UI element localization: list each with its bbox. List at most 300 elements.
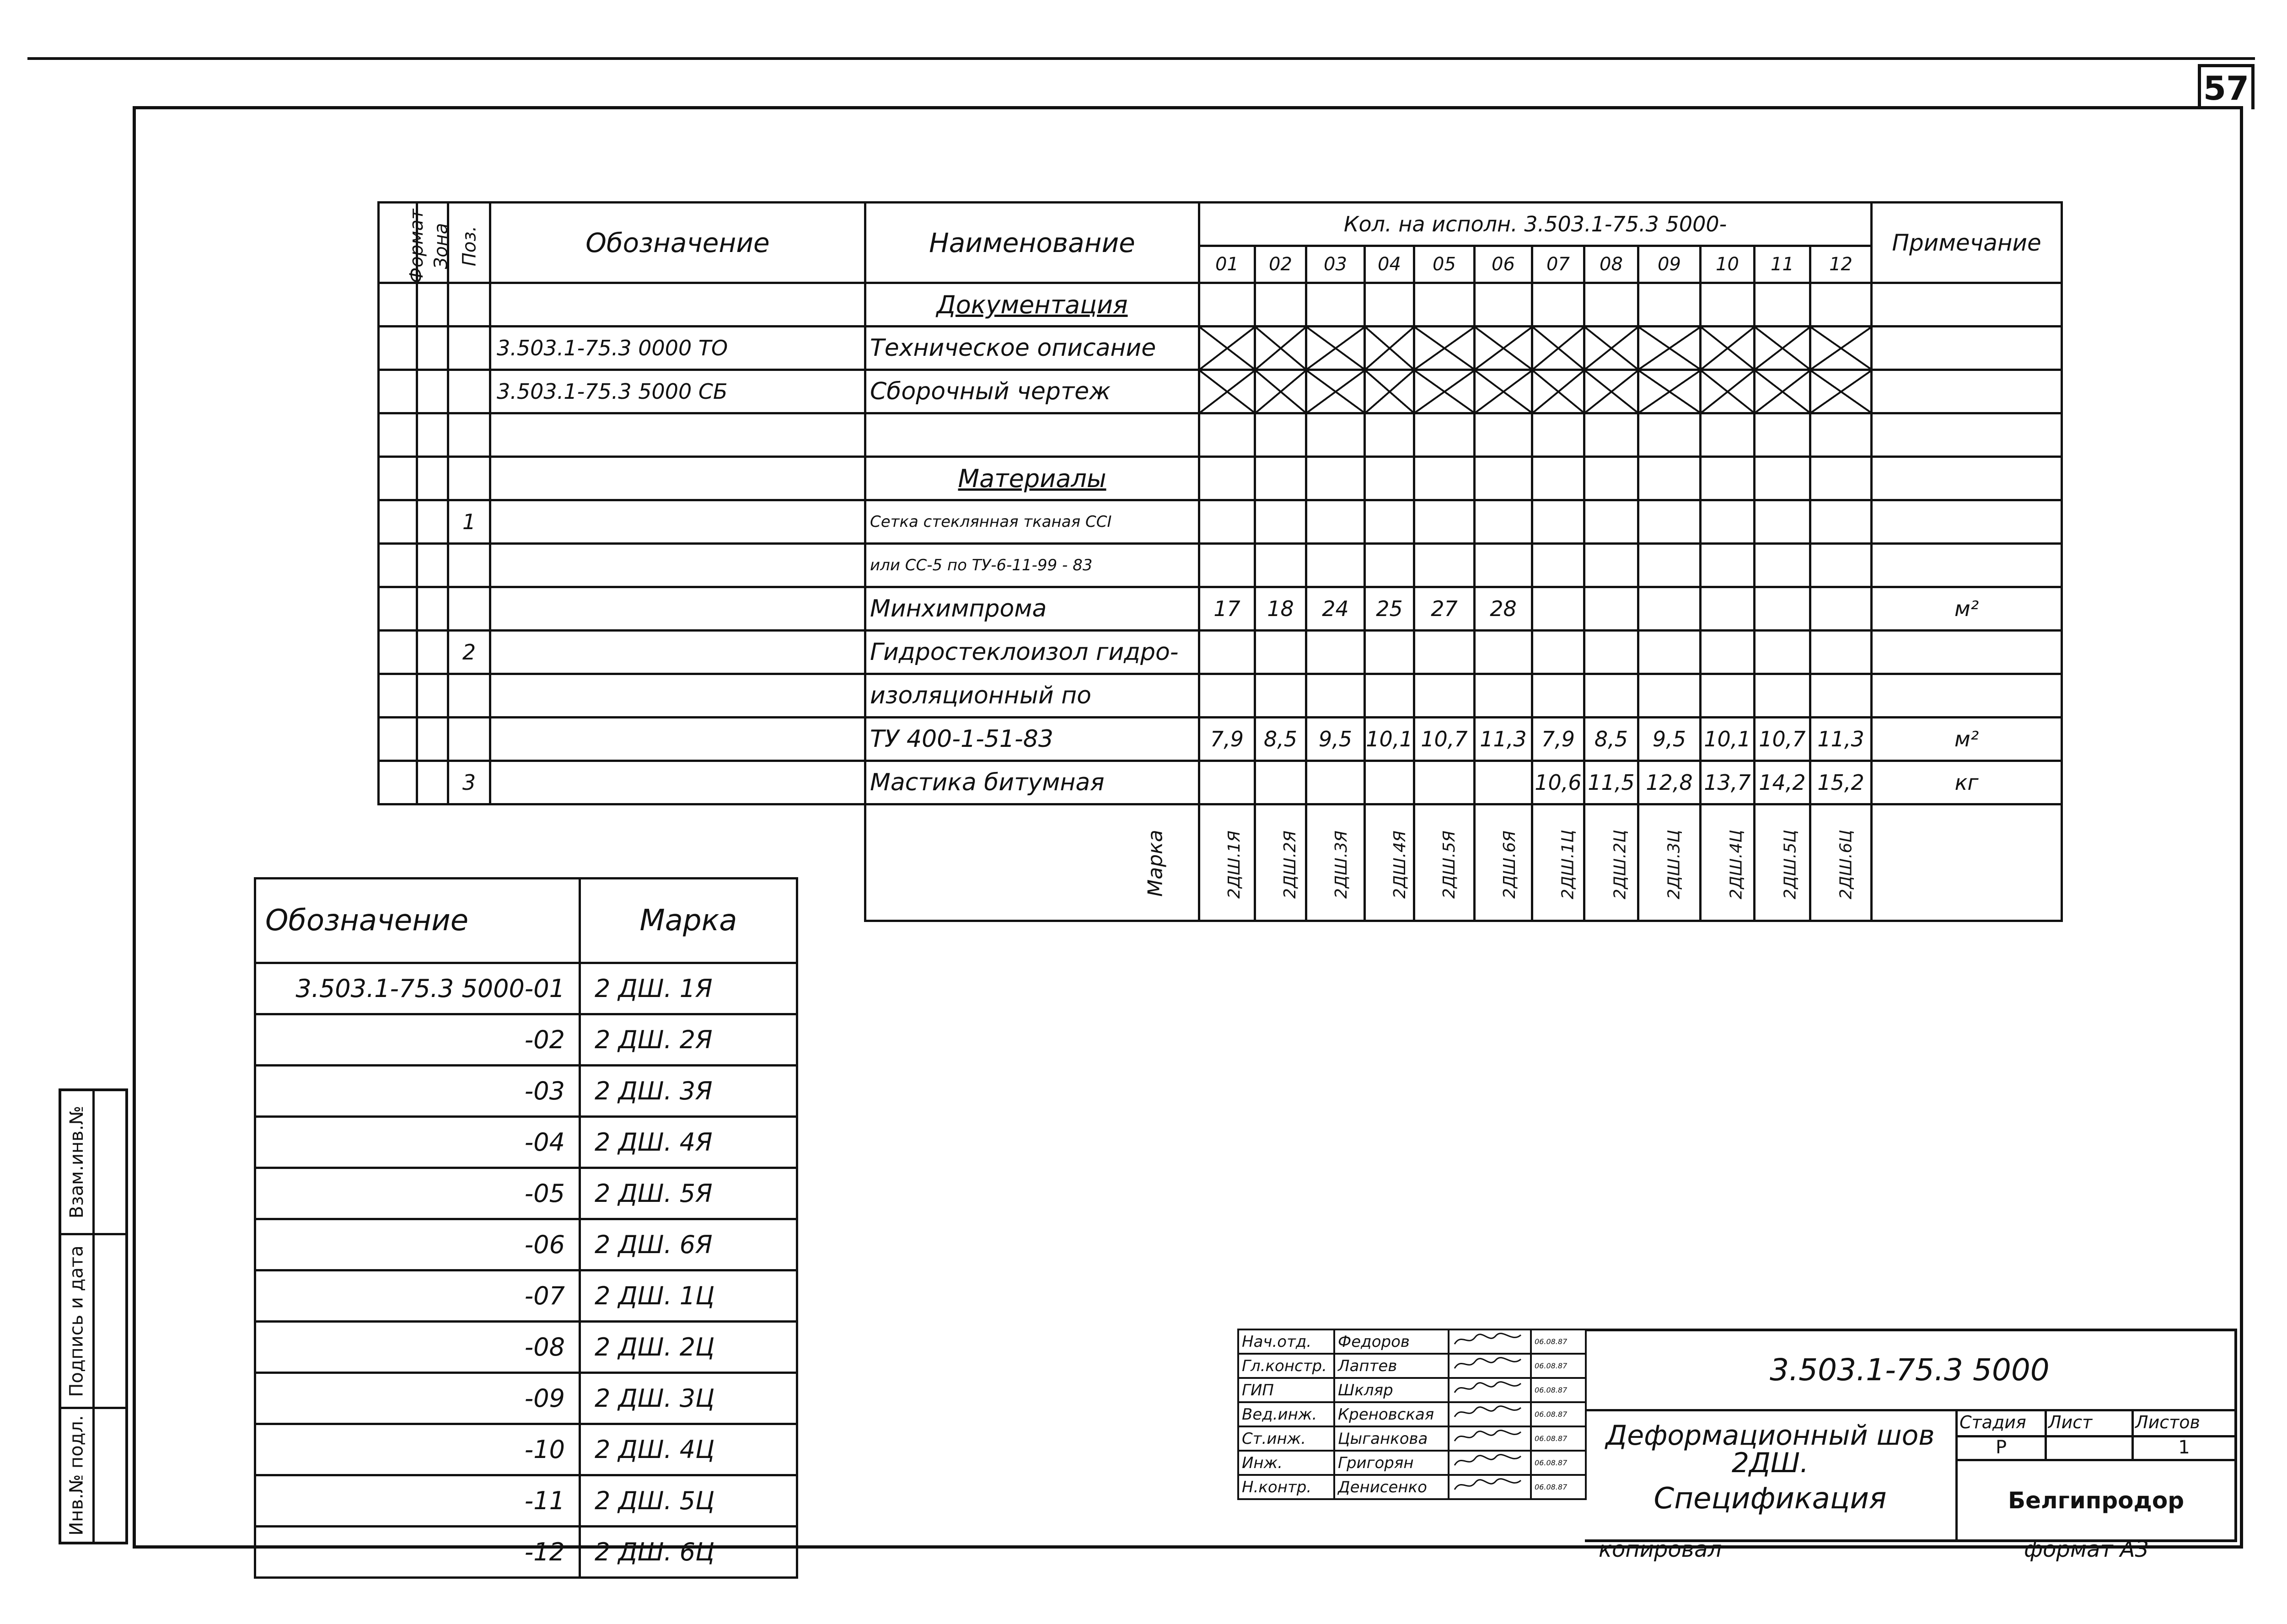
qty-cell bbox=[1255, 544, 1306, 587]
qty-cell bbox=[1810, 500, 1872, 544]
stage-label: Стадия bbox=[1960, 1412, 2026, 1432]
marka-code: 2ДШ.5Ц bbox=[1781, 830, 1800, 900]
crossed-cell bbox=[1199, 327, 1255, 370]
signature bbox=[1449, 1378, 1531, 1402]
signature-scribble bbox=[1452, 1403, 1525, 1421]
marka-code: 2ДШ.3Я bbox=[1331, 831, 1351, 899]
zone-cell bbox=[417, 587, 448, 631]
sheet-number: 57 bbox=[2198, 64, 2255, 109]
format-cell bbox=[379, 370, 417, 413]
signatory-role: Вед.инж. bbox=[1238, 1402, 1334, 1426]
marka-note-cell bbox=[1872, 804, 2062, 921]
spec-row bbox=[379, 327, 2062, 370]
marka-code: 2ДШ.6Ц bbox=[1836, 830, 1856, 900]
marka-value: 2 ДШ. 4Ц bbox=[580, 1424, 797, 1475]
format-cell bbox=[379, 674, 417, 718]
spec-row bbox=[379, 500, 2062, 544]
qty-cell bbox=[1701, 500, 1755, 544]
marka-value: 2 ДШ. 3Я bbox=[580, 1066, 797, 1117]
crossed-cell bbox=[1255, 327, 1306, 370]
qty-cell bbox=[1306, 631, 1365, 674]
title-line-2: 2ДШ. bbox=[1731, 1447, 1809, 1479]
signature-scribble bbox=[1452, 1379, 1525, 1397]
qty-cell bbox=[1810, 674, 1872, 718]
zone-cell bbox=[417, 457, 448, 500]
qty-cell bbox=[1701, 457, 1755, 500]
crossed-cell bbox=[1701, 370, 1755, 413]
qty-cell bbox=[1810, 631, 1872, 674]
name-cell: Мастика битумная bbox=[865, 761, 1199, 804]
zone-cell bbox=[417, 674, 448, 718]
designation-cell bbox=[490, 761, 865, 804]
qty-cell bbox=[1414, 544, 1475, 587]
qty-cell bbox=[1638, 587, 1701, 631]
name-cell: изоляционный по bbox=[865, 674, 1199, 718]
signatory-role: ГИП bbox=[1238, 1378, 1334, 1402]
qty-cell: 7,9 bbox=[1532, 718, 1584, 761]
qty-cell bbox=[1701, 587, 1755, 631]
note-cell bbox=[1872, 631, 2062, 674]
qty-cell: 9,5 bbox=[1306, 718, 1365, 761]
marka-designation: -05 bbox=[255, 1168, 580, 1219]
variant-header: 11 bbox=[1755, 246, 1810, 283]
format-cell bbox=[379, 631, 417, 674]
format-cell bbox=[379, 500, 417, 544]
marka-code-cell bbox=[1306, 804, 1365, 921]
marka-code: 2ДШ.1Ц bbox=[1558, 830, 1578, 900]
qty-cell bbox=[1414, 413, 1475, 457]
designation-cell bbox=[490, 413, 865, 457]
marka-label-cell bbox=[865, 804, 1199, 921]
spec-header-row bbox=[379, 203, 2062, 246]
qty-cell bbox=[1475, 500, 1532, 544]
header-pos-text: Поз. bbox=[459, 225, 480, 266]
qty-cell: 10,1 bbox=[1365, 718, 1414, 761]
marka-code: 2ДШ.4Ц bbox=[1727, 830, 1746, 900]
marka-header-mark: Марка bbox=[580, 879, 797, 963]
crossed-cell bbox=[1475, 327, 1532, 370]
signatory-role: Гл.констр. bbox=[1238, 1354, 1334, 1378]
org-name: Белгипродор bbox=[2008, 1487, 2184, 1514]
marka-designation: 3.503.1-75.3 5000-01 bbox=[255, 963, 580, 1014]
signature-scribble bbox=[1452, 1452, 1525, 1470]
zone-cell bbox=[417, 370, 448, 413]
signature bbox=[1449, 1402, 1531, 1426]
qty-cell bbox=[1638, 413, 1701, 457]
qty-cell bbox=[1584, 544, 1638, 587]
marka-designation: -11 bbox=[255, 1475, 580, 1527]
marka-designation: -08 bbox=[255, 1322, 580, 1373]
crossed-cell bbox=[1532, 327, 1584, 370]
side-stamp bbox=[59, 1088, 128, 1544]
crossed-cell bbox=[1414, 370, 1475, 413]
name-cell: Гидростеклоизол гидро- bbox=[865, 631, 1199, 674]
qty-cell: 10,1 bbox=[1701, 718, 1755, 761]
qty-cell bbox=[1414, 761, 1475, 804]
marka-table-row bbox=[255, 1270, 797, 1322]
signature-scribble bbox=[1452, 1427, 1525, 1446]
designation-cell bbox=[490, 500, 865, 544]
crossed-cell bbox=[1701, 327, 1755, 370]
qty-cell bbox=[1306, 544, 1365, 587]
qty-cell bbox=[1365, 283, 1414, 327]
format-cell bbox=[379, 761, 417, 804]
qty-cell: 15,2 bbox=[1810, 761, 1872, 804]
header-designation: Обозначение bbox=[490, 203, 865, 283]
marka-table-row bbox=[255, 1014, 797, 1066]
qty-cell bbox=[1532, 674, 1584, 718]
crossed-cell bbox=[1365, 327, 1414, 370]
qty-cell bbox=[1414, 631, 1475, 674]
crossed-cell bbox=[1365, 370, 1414, 413]
qty-cell bbox=[1810, 587, 1872, 631]
marka-code-cell bbox=[1701, 804, 1755, 921]
signature bbox=[1449, 1451, 1531, 1475]
designation-cell bbox=[490, 718, 865, 761]
zone-cell bbox=[417, 544, 448, 587]
crossed-cell bbox=[1638, 327, 1701, 370]
qty-cell bbox=[1199, 283, 1255, 327]
marka-code-cell bbox=[1414, 804, 1475, 921]
marka-code: 2ДШ.3Ц bbox=[1664, 830, 1684, 900]
marka-value: 2 ДШ. 1Я bbox=[580, 963, 797, 1014]
marka-code: 2ДШ.5Я bbox=[1439, 831, 1459, 899]
title-line-3: Спецификация bbox=[1654, 1482, 1887, 1516]
name-cell bbox=[865, 413, 1199, 457]
qty-cell bbox=[1810, 457, 1872, 500]
spec-row bbox=[379, 674, 2062, 718]
doc-code: 3.503.1-75.3 5000 bbox=[1770, 1352, 2050, 1388]
note-cell bbox=[1872, 674, 2062, 718]
marka-header-row bbox=[255, 879, 797, 963]
qty-cell: 9,5 bbox=[1638, 718, 1701, 761]
qty-cell bbox=[1755, 544, 1810, 587]
marka-designation: -06 bbox=[255, 1219, 580, 1270]
designation-cell: 3.503.1-75.3 5000 СБ bbox=[490, 370, 865, 413]
format-cell bbox=[379, 587, 417, 631]
signatory-date: 06.08.87 bbox=[1531, 1402, 1586, 1426]
variant-header: 12 bbox=[1810, 246, 1872, 283]
signatory-name: Федоров bbox=[1334, 1329, 1449, 1354]
marka-designation: -10 bbox=[255, 1424, 580, 1475]
qty-cell bbox=[1255, 674, 1306, 718]
marka-value: 2 ДШ. 5Ц bbox=[580, 1475, 797, 1527]
pos-cell bbox=[448, 718, 490, 761]
spec-table bbox=[377, 201, 2063, 922]
signatory-row bbox=[1238, 1329, 1586, 1354]
pos-cell bbox=[448, 327, 490, 370]
qty-cell bbox=[1306, 500, 1365, 544]
crossed-cell bbox=[1306, 370, 1365, 413]
note-cell bbox=[1872, 544, 2062, 587]
variant-header: 03 bbox=[1306, 246, 1365, 283]
spec-row bbox=[379, 587, 2062, 631]
pos-cell bbox=[448, 587, 490, 631]
variant-header: 06 bbox=[1475, 246, 1532, 283]
marka-code-cell bbox=[1255, 804, 1306, 921]
crossed-cell bbox=[1755, 327, 1810, 370]
pos-cell bbox=[448, 544, 490, 587]
signatory-role: Инж. bbox=[1238, 1451, 1334, 1475]
qty-cell bbox=[1365, 631, 1414, 674]
qty-cell bbox=[1475, 674, 1532, 718]
spec-row bbox=[379, 370, 2062, 413]
qty-cell: 24 bbox=[1306, 587, 1365, 631]
qty-cell bbox=[1755, 413, 1810, 457]
designation-cell bbox=[490, 544, 865, 587]
marka-designation: -04 bbox=[255, 1117, 580, 1168]
marka-code-cell bbox=[1532, 804, 1584, 921]
qty-cell bbox=[1475, 457, 1532, 500]
marka-table-row bbox=[255, 1475, 797, 1527]
signatory-date: 06.08.87 bbox=[1531, 1329, 1586, 1354]
qty-cell bbox=[1810, 544, 1872, 587]
qty-cell bbox=[1414, 500, 1475, 544]
qty-cell bbox=[1199, 413, 1255, 457]
qty-cell bbox=[1532, 500, 1584, 544]
qty-cell bbox=[1475, 631, 1532, 674]
signatory-role: Нач.отд. bbox=[1238, 1329, 1334, 1354]
qty-cell bbox=[1255, 500, 1306, 544]
qty-cell: 10,7 bbox=[1755, 718, 1810, 761]
marka-code-cell bbox=[1199, 804, 1255, 921]
format-cell bbox=[379, 544, 417, 587]
marka-code-cell bbox=[1810, 804, 1872, 921]
signatory-row bbox=[1238, 1354, 1586, 1378]
signatory-role: Н.контр. bbox=[1238, 1475, 1334, 1499]
header-format bbox=[379, 203, 428, 283]
marka-value: 2 ДШ. 2Ц bbox=[580, 1322, 797, 1373]
qty-cell: 18 bbox=[1255, 587, 1306, 631]
header-qty: Кол. на исполн. 3.503.1-75.3 5000- bbox=[1199, 203, 1872, 246]
section-title: Материалы bbox=[865, 457, 1199, 500]
crossed-cell bbox=[1584, 370, 1638, 413]
name-cell: Техническое описание bbox=[865, 327, 1199, 370]
name-cell: или СС-5 по ТУ-6-11-99 - 83 bbox=[865, 544, 1199, 587]
pos-cell bbox=[448, 674, 490, 718]
marka-code-cell bbox=[1638, 804, 1701, 921]
signature-scribble bbox=[1452, 1476, 1525, 1494]
section-title: Документация bbox=[865, 283, 1199, 327]
qty-cell bbox=[1532, 587, 1584, 631]
signatory-row bbox=[1238, 1378, 1586, 1402]
pos-cell: 3 bbox=[448, 761, 490, 804]
variant-header: 10 bbox=[1701, 246, 1755, 283]
qty-cell bbox=[1584, 500, 1638, 544]
qty-cell bbox=[1584, 631, 1638, 674]
qty-cell bbox=[1584, 457, 1638, 500]
title-line-1: Деформационный шов bbox=[1605, 1420, 1935, 1452]
marka-value: 2 ДШ. 3Ц bbox=[580, 1373, 797, 1424]
marka-table-row bbox=[255, 1373, 797, 1424]
header-format-text: Формат bbox=[406, 209, 428, 283]
qty-cell: 28 bbox=[1475, 587, 1532, 631]
variant-header: 05 bbox=[1414, 246, 1475, 283]
signature bbox=[1449, 1329, 1531, 1354]
marka-code-cell bbox=[1755, 804, 1810, 921]
marka-designation: -07 bbox=[255, 1270, 580, 1322]
qty-cell bbox=[1255, 631, 1306, 674]
qty-cell: 13,7 bbox=[1701, 761, 1755, 804]
format-cell bbox=[379, 413, 417, 457]
qty-cell bbox=[1810, 413, 1872, 457]
note-cell: м² bbox=[1872, 718, 2062, 761]
qty-cell bbox=[1306, 761, 1365, 804]
marka-table-row bbox=[255, 1168, 797, 1219]
spec-row bbox=[379, 413, 2062, 457]
spec-row bbox=[379, 283, 2062, 327]
marka-code: 2ДШ.4Я bbox=[1390, 831, 1409, 899]
qty-cell: 14,2 bbox=[1755, 761, 1810, 804]
marka-designation: -03 bbox=[255, 1066, 580, 1117]
zone-cell bbox=[417, 631, 448, 674]
spec-row bbox=[379, 544, 2062, 587]
stage-value: Р bbox=[1995, 1437, 2007, 1458]
designation-cell: 3.503.1-75.3 0000 ТО bbox=[490, 327, 865, 370]
qty-cell bbox=[1638, 500, 1701, 544]
qty-cell bbox=[1255, 283, 1306, 327]
signatory-row bbox=[1238, 1402, 1586, 1426]
qty-cell bbox=[1475, 413, 1532, 457]
note-cell bbox=[1872, 327, 2062, 370]
designation-cell bbox=[490, 283, 865, 327]
marka-designation: -02 bbox=[255, 1014, 580, 1066]
marka-designation: -12 bbox=[255, 1527, 580, 1578]
variant-header: 07 bbox=[1532, 246, 1584, 283]
name-cell: Сетка стеклянная тканая ССI bbox=[865, 500, 1199, 544]
spec-row bbox=[379, 457, 2062, 500]
qty-cell bbox=[1532, 283, 1584, 327]
qty-cell bbox=[1755, 500, 1810, 544]
qty-cell bbox=[1199, 631, 1255, 674]
signatory-name: Шкляр bbox=[1334, 1378, 1449, 1402]
signatory-name: Григорян bbox=[1334, 1451, 1449, 1475]
signatory-name: Цыганкова bbox=[1334, 1426, 1449, 1451]
qty-cell bbox=[1755, 457, 1810, 500]
marka-table-row bbox=[255, 1527, 797, 1578]
signatory-role: Ст.инж. bbox=[1238, 1426, 1334, 1451]
qty-cell bbox=[1755, 674, 1810, 718]
qty-cell: 17 bbox=[1199, 587, 1255, 631]
zone-cell bbox=[417, 718, 448, 761]
qty-cell bbox=[1584, 413, 1638, 457]
marka-code: 2ДШ.2Я bbox=[1280, 831, 1299, 899]
crossed-cell bbox=[1306, 327, 1365, 370]
qty-cell bbox=[1199, 457, 1255, 500]
pos-cell bbox=[448, 283, 490, 327]
qty-cell bbox=[1701, 674, 1755, 718]
marka-table-row bbox=[255, 1066, 797, 1117]
qty-cell bbox=[1584, 674, 1638, 718]
marka-value: 2 ДШ. 5Я bbox=[580, 1168, 797, 1219]
qty-cell bbox=[1199, 544, 1255, 587]
qty-cell: 7,9 bbox=[1199, 718, 1255, 761]
spec-row bbox=[379, 631, 2062, 674]
signatory-date: 06.08.87 bbox=[1531, 1426, 1586, 1451]
qty-cell bbox=[1365, 761, 1414, 804]
qty-cell bbox=[1532, 413, 1584, 457]
top-border-line bbox=[27, 57, 2255, 60]
title-block bbox=[1237, 1329, 2237, 1562]
marka-designation: -09 bbox=[255, 1373, 580, 1424]
qty-cell bbox=[1414, 283, 1475, 327]
variant-header: 08 bbox=[1584, 246, 1638, 283]
variant-header: 04 bbox=[1365, 246, 1414, 283]
qty-cell bbox=[1475, 544, 1532, 587]
signature bbox=[1449, 1426, 1531, 1451]
variant-header: 09 bbox=[1638, 246, 1701, 283]
qty-cell bbox=[1255, 761, 1306, 804]
pos-cell: 2 bbox=[448, 631, 490, 674]
marka-value: 2 ДШ. 6Я bbox=[580, 1219, 797, 1270]
qty-cell bbox=[1306, 457, 1365, 500]
name-cell: Минхимпрома bbox=[865, 587, 1199, 631]
pos-cell: 1 bbox=[448, 500, 490, 544]
copied-label: копировал bbox=[1599, 1537, 1722, 1562]
qty-cell bbox=[1306, 283, 1365, 327]
qty-cell bbox=[1255, 457, 1306, 500]
pos-cell bbox=[448, 413, 490, 457]
format-label: формат А3 bbox=[2024, 1537, 2149, 1562]
qty-cell: 10,6 bbox=[1532, 761, 1584, 804]
name-cell: Сборочный чертеж bbox=[865, 370, 1199, 413]
qty-cell bbox=[1701, 544, 1755, 587]
crossed-cell bbox=[1810, 370, 1872, 413]
header-name: Наименование bbox=[865, 203, 1199, 283]
qty-cell: 8,5 bbox=[1255, 718, 1306, 761]
qty-cell bbox=[1306, 674, 1365, 718]
header-note: Примечание bbox=[1872, 203, 2062, 283]
sign-date-label: Подпись и дата bbox=[66, 1245, 88, 1397]
vzam-inv-label: Взам.инв.№ bbox=[66, 1105, 87, 1219]
header-pos bbox=[448, 203, 490, 283]
qty-cell bbox=[1810, 283, 1872, 327]
marka-table-row bbox=[255, 1117, 797, 1168]
marka-value: 2 ДШ. 1Ц bbox=[580, 1270, 797, 1322]
marka-value: 2 ДШ. 6Ц bbox=[580, 1527, 797, 1578]
qty-cell: 25 bbox=[1365, 587, 1414, 631]
qty-cell bbox=[1638, 283, 1701, 327]
format-cell bbox=[379, 283, 417, 327]
pos-cell bbox=[448, 457, 490, 500]
qty-cell bbox=[1306, 413, 1365, 457]
qty-cell bbox=[1755, 587, 1810, 631]
crossed-cell bbox=[1255, 370, 1306, 413]
pos-cell bbox=[448, 370, 490, 413]
crossed-cell bbox=[1810, 327, 1872, 370]
variant-header: 01 bbox=[1199, 246, 1255, 283]
signatory-date: 06.08.87 bbox=[1531, 1354, 1586, 1378]
signatory-name: Креновская bbox=[1334, 1402, 1449, 1426]
marka-label: Марка bbox=[1144, 830, 1167, 897]
zone-cell bbox=[417, 283, 448, 327]
qty-cell: 11,3 bbox=[1810, 718, 1872, 761]
signatory-row bbox=[1238, 1426, 1586, 1451]
marka-code-cell bbox=[1475, 804, 1532, 921]
note-cell bbox=[1872, 500, 2062, 544]
qty-cell bbox=[1532, 457, 1584, 500]
designation-cell bbox=[490, 631, 865, 674]
qty-cell bbox=[1638, 544, 1701, 587]
crossed-cell bbox=[1584, 327, 1638, 370]
qty-cell bbox=[1255, 413, 1306, 457]
signatory-row bbox=[1238, 1451, 1586, 1475]
marka-table-row bbox=[255, 963, 797, 1014]
designation-cell bbox=[490, 587, 865, 631]
qty-cell bbox=[1365, 413, 1414, 457]
qty-cell bbox=[1365, 674, 1414, 718]
signature bbox=[1449, 1475, 1531, 1499]
